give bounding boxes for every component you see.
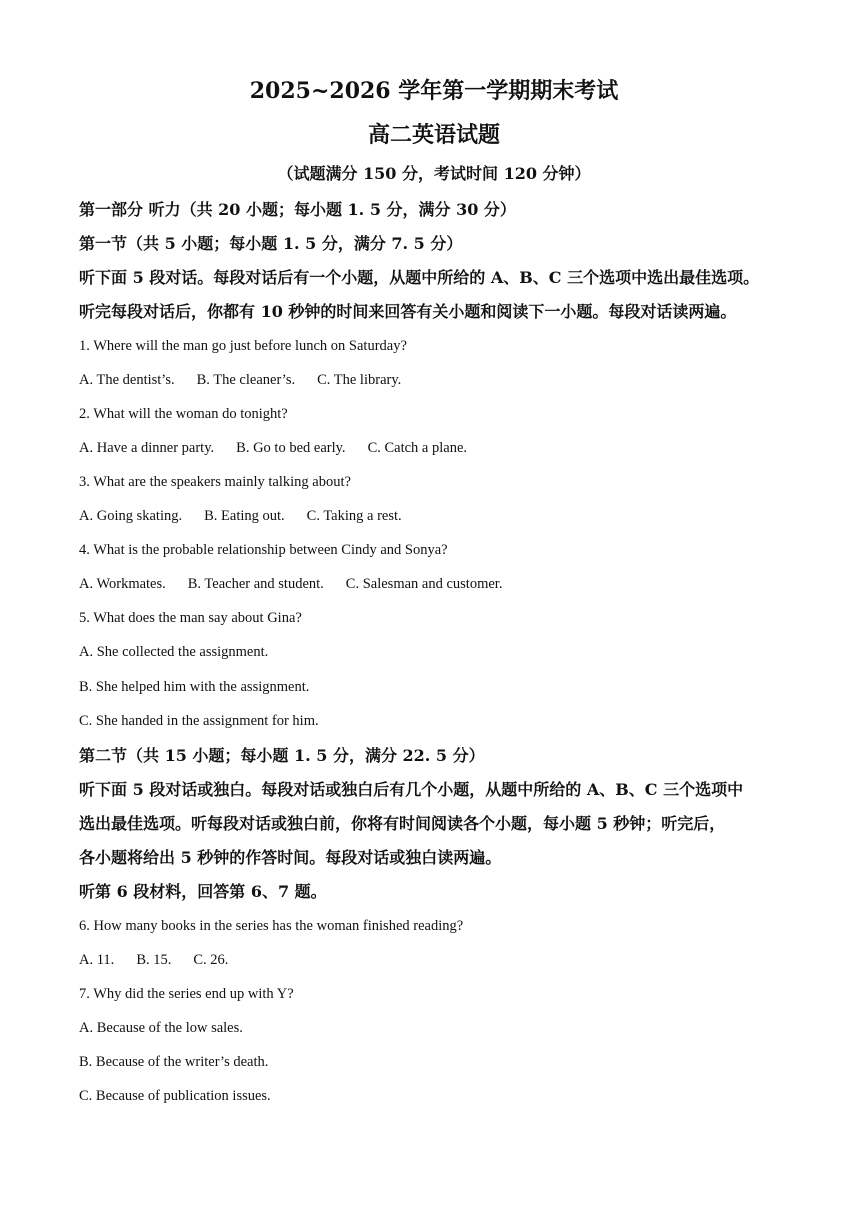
question-4-stem: 4. What is the probable relationship between Cindy and Sonya? [79, 542, 448, 558]
section2-heading: 第二节（共 15 小题；每小题 1. 5 分，满分 22. 5 分） [79, 746, 485, 765]
question-1-option-b: B. The cleaner’s. [196, 372, 296, 388]
question-4-option-a: A. Workmates. [79, 576, 166, 592]
section1-instruction-1: 听下面 5 段对话。每段对话后有一个小题，从题中所给的 A、B、C 三个选项中选出最佳选项。 [79, 268, 760, 287]
section1-heading: 第一节（共 5 小题；每小题 1. 5 分，满分 7. 5 分） [79, 234, 463, 253]
question-3-option-a: A. Going skating. [79, 508, 183, 524]
question-4-option-b: B. Teacher and student. [187, 576, 324, 592]
question-2-option-c: C. Catch a plane. [367, 440, 468, 456]
question-3-option-c: C. Taking a rest. [306, 508, 402, 524]
section1-instruction-2: 听完每段对话后，你都有 10 秒钟的时间来回答有关小题和阅读下一小题。每段对话读两遍。 [79, 302, 737, 321]
question-5-option-b: B. She helped him with the assignment. [79, 679, 310, 695]
section2-instruction-1: 听下面 5 段对话或独白。每段对话或独白后有几个小题，从题中所给的 A、B、C 三个选项中 [79, 780, 744, 799]
question-6-option-a: A. 11. [79, 952, 115, 968]
question-2-stem: 2. What will the woman do tonight? [79, 406, 288, 422]
question-6-option-c: C. 26. [193, 952, 229, 968]
exam-title: 2025~2026 学年第一学期期末考试 [249, 78, 619, 104]
question-7-stem: 7. Why did the series end up with Y? [79, 986, 294, 1002]
question-6-option-b: B. 15. [136, 952, 172, 968]
question-3-stem: 3. What are the speakers mainly talking about? [79, 474, 351, 490]
question-1-stem: 1. Where will the man go just before lunch on Saturday? [79, 338, 407, 354]
question-2-option-b: B. Go to bed early. [236, 440, 346, 456]
question-7-option-c: C. Because of publication issues. [79, 1088, 271, 1104]
question-7-option-a: A. Because of the low sales. [79, 1020, 243, 1036]
question-6-options [79, 950, 228, 970]
exam-subtitle: 高二英语试题 [367, 122, 500, 148]
question-7-option-b: B. Because of the writer’s death. [79, 1054, 269, 1070]
material-6-heading: 听第 6 段材料，回答第 6、7 题。 [79, 882, 327, 901]
question-3-option-b: B. Eating out. [204, 508, 285, 524]
question-3-options [79, 506, 402, 526]
question-4-option-c: C. Salesman and customer. [345, 576, 503, 592]
section2-instruction-3: 各小题将给出 5 秒钟的作答时间。每段对话或独白读两遍。 [79, 848, 502, 867]
question-2-options [79, 438, 467, 458]
question-1-option-a: A. The dentist’s. [79, 372, 175, 388]
question-1-options [79, 370, 401, 390]
question-5-option-c: C. She handed in the assignment for him. [79, 713, 319, 729]
question-1-option-c: C. The library. [317, 372, 402, 388]
exam-note: （试题满分 150 分，考试时间 120 分钟） [277, 164, 591, 183]
question-6-stem: 6. How many books in the series has the woman finished reading? [79, 918, 464, 934]
question-5-option-a: A. She collected the assignment. [79, 644, 269, 660]
part1-heading: 第一部分 听力（共 20 小题；每小题 1. 5 分，满分 30 分） [79, 200, 516, 219]
section2-instruction-2: 选出最佳选项。听每段对话或独白前，你将有时间阅读各个小题，每小题 5 秒钟；听完后， [79, 814, 726, 833]
question-4-options [79, 574, 502, 594]
question-5-stem: 5. What does the man say about Gina? [79, 610, 302, 626]
question-2-option-a: A. Have a dinner party. [79, 440, 215, 456]
